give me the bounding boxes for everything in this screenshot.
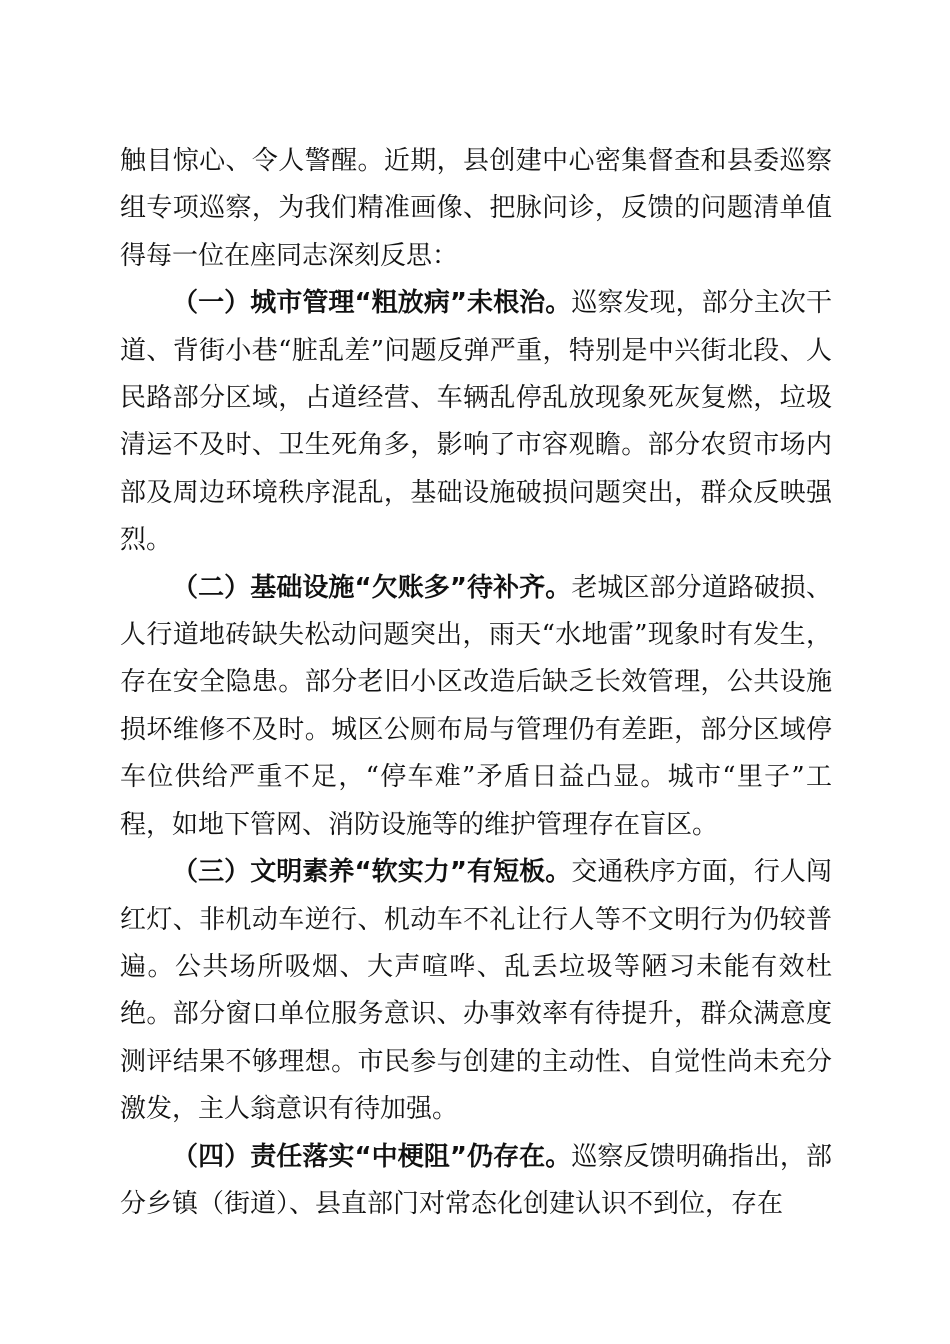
section-4-paragraph xyxy=(120,1134,832,1229)
intro-paragraph: 触目惊心、令人警醒。近期，县创建中心密集督查和县委巡察组专项巡察，为我们精准画像、把脉问诊，反馈的问题清单值得每一位在座同志深刻反思： xyxy=(120,146,832,271)
section-4-heading: （四）责任落实“中梗阻”仍存在。 xyxy=(172,1141,572,1172)
section-1-body: 巡察发现，部分主次干道、背街小巷“脏乱差”问题反弹严重，特别是中兴街北段、人民路部分区域，占道经营、车辆乱停乱放现象死灰复燃，垃圾清运不及时、卫生死角多，影响了市容观瞻。部分农贸市场内部及周边环境秩序混乱，基础设施破损问题突出，群众反映强烈。 xyxy=(120,288,832,556)
section-1-heading: （一）城市管理“粗放病”未根治。 xyxy=(172,288,572,319)
document-body xyxy=(120,138,832,1228)
section-3-paragraph xyxy=(120,849,832,1133)
section-2-body: 老城区部分道路破损、人行道地砖缺失松动问题突出，雨天“水地雷”现象时有发生，存在安全隐患。部分老旧小区改造后缺乏长效管理，公共设施损坏维修不及时。城区公厕布局与管理仍有差距，部分区域停车位供给严重不足，“停车难”矛盾日益凸显。城市“里子”工程，如地下管网、消防设施等的维护管理存在盲区。 xyxy=(120,572,832,840)
section-1-paragraph xyxy=(120,280,832,564)
section-3-heading: （三）文明素养“软实力”有短板。 xyxy=(172,857,572,888)
section-2-heading: （二）基础设施“欠账多”待补齐。 xyxy=(172,572,572,603)
section-2-paragraph xyxy=(120,565,832,849)
section-4-body: 巡察反馈明确指出，部分乡镇（街道）、县直部门对常态化创建认识不到位，存在 xyxy=(120,1141,832,1219)
section-3-body: 交通秩序方面，行人闯红灯、非机动车逆行、机动车不礼让行人等不文明行为仍较普遍。公共场所吸烟、大声喧哗、乱丢垃圾等陋习未能有效杜绝。部分窗口单位服务意识、办事效率有待提升，群众满意度测评结果不够理想。市民参与创建的主动性、自觉性尚未充分激发，主人翁意识有待加强。 xyxy=(120,857,832,1125)
